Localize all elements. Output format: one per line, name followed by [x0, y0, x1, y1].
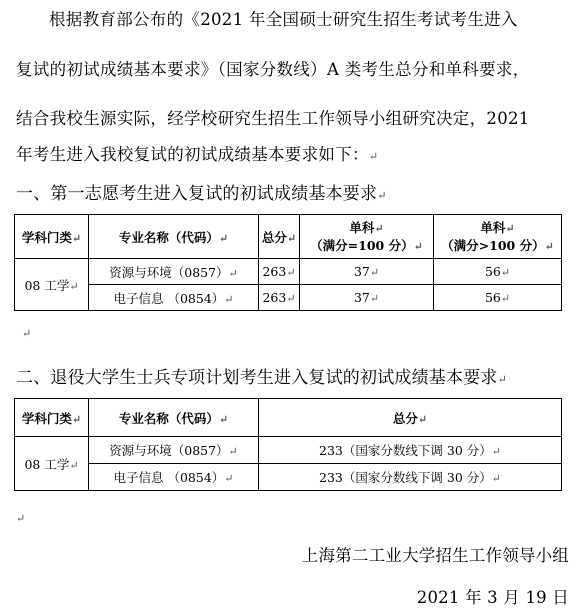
paragraph-mark: ↵	[16, 512, 26, 525]
total-cell: 263↵	[259, 285, 300, 311]
single-100-cell: 37↵	[300, 285, 434, 311]
intro-line-4-text: 年考生进入我校复试的初试成绩基本要求如下：	[16, 145, 369, 164]
category-cell: 08 工学↵	[15, 437, 89, 491]
table-header-row	[15, 215, 562, 259]
category-cell: 08 工学↵	[15, 259, 89, 311]
intro-line-3-text: 结合我校生源实际，经学校研究生招生工作领导小组研究决定，2021	[16, 109, 530, 128]
paragraph-mark: ↵	[497, 373, 508, 386]
table-row	[15, 285, 562, 311]
intro-line-1-text: 根据教育部公布的《2021 年全国硕士研究生招生考试考生进入	[49, 10, 518, 29]
paragraph-mark: ↵	[368, 150, 379, 163]
total-cell: 263↵	[259, 259, 300, 285]
header-single-100: 单科↵ （满分=100 分）↵	[300, 215, 434, 259]
table-row	[15, 259, 562, 285]
section-2-heading	[16, 368, 507, 390]
header-total: 总分↵	[259, 215, 300, 259]
total-cell: 233（国家分数线下调 30 分）↵	[259, 464, 562, 491]
header-category: 学科门类↵	[15, 399, 89, 437]
signature-org: 上海第二工业大学招生工作领导小组	[301, 546, 569, 565]
header-total: 总分↵	[259, 399, 562, 437]
section-2-table	[14, 398, 562, 491]
major-cell: 电子信息 （0854）↵	[89, 285, 259, 311]
single-over-100-cell: 56↵	[434, 285, 562, 311]
section-1-heading-text: 一、第一志愿考生进入复试的初试成绩基本要求	[16, 184, 378, 204]
major-cell: 资源与环境（0857）↵	[89, 259, 259, 285]
paragraph-mark: ↵	[22, 327, 32, 340]
intro-line-3	[16, 109, 572, 129]
intro-line-2	[16, 60, 572, 80]
single-100-cell: 37↵	[300, 259, 434, 285]
header-major: 专业名称（代码）↵	[89, 399, 259, 437]
table-row	[15, 437, 562, 464]
header-category: 学科门类↵	[15, 215, 89, 259]
section-2-heading-text: 二、退役大学生士兵专项计划考生进入复试的初试成绩基本要求	[16, 368, 498, 388]
table-header-row	[15, 399, 562, 437]
intro-line-4	[16, 145, 572, 167]
section-1-table	[14, 214, 562, 311]
paragraph-mark: ↵	[377, 189, 387, 202]
major-cell: 资源与环境（0857）↵	[89, 437, 259, 464]
header-single-over-100: 单科↵ （满分>100 分）↵	[434, 215, 562, 259]
intro-line-1	[16, 10, 572, 30]
section-1-heading	[16, 184, 387, 206]
signature-date: 2021 年 3 月 19 日	[416, 588, 569, 607]
intro-line-2-text: 复试的初试成绩基本要求》（国家分数线）A 类考生总分和单科要求，	[16, 60, 530, 79]
total-cell: 233（国家分数线下调 30 分）↵	[259, 437, 562, 464]
table-row	[15, 464, 562, 491]
single-over-100-cell: 56↵	[434, 259, 562, 285]
header-major: 专业名称（代码）↵	[89, 215, 259, 259]
major-cell: 电子信息 （0854）↵	[89, 464, 259, 491]
